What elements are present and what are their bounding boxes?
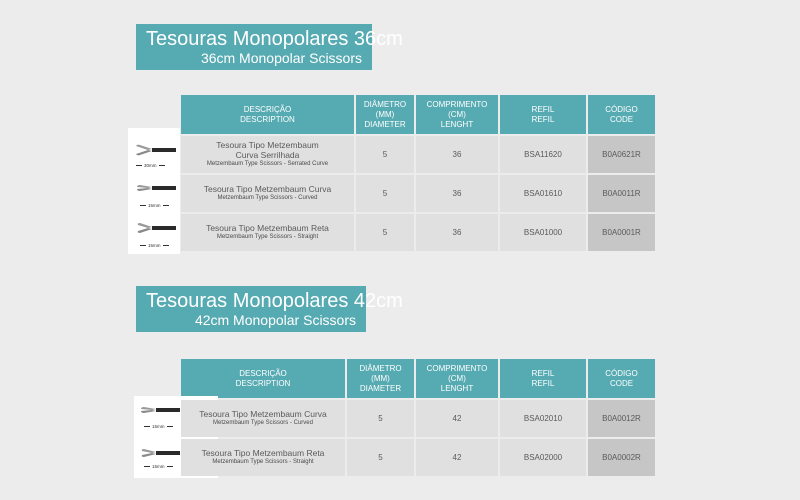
- s2-row1-code: B0A0012R: [588, 400, 655, 437]
- s2-row2-diameter: 5: [347, 439, 414, 476]
- scissors-straight-image: [136, 221, 176, 235]
- s1-row2-description: Tesoura Tipo Metzembaum Curva Metzembaum Type Scissors - Curved: [181, 175, 354, 212]
- s1-row1-scale: 30mm: [136, 163, 165, 168]
- s1-row3-refil: BSA01000: [500, 214, 586, 251]
- s1-row2-refil: BSA01610: [500, 175, 586, 212]
- s1-row3-diameter: 5: [356, 214, 414, 251]
- s1-row3-code: B0A0001R: [588, 214, 655, 251]
- section-2-title-en: 42cm Monopolar Scissors: [194, 312, 356, 328]
- section-1-title-box: [136, 24, 403, 70]
- s2-header-description: DESCRIÇÃO DESCRIPTION: [181, 359, 345, 398]
- s2-row1-length: 42: [416, 400, 498, 437]
- s1-row2-code: B0A0011R: [588, 175, 655, 212]
- s2-row1-scale: 15mm: [144, 424, 173, 429]
- s2-row2-scale: 15mm: [144, 464, 173, 469]
- scissors-curved-42-image: [140, 404, 180, 416]
- s2-header-refil: REFIL REFIL: [500, 359, 586, 398]
- s1-row1-diameter: 5: [356, 136, 414, 173]
- s1-header-description: DESCRIÇÃO DESCRIPTION: [181, 95, 354, 134]
- s2-row2-description: Tesoura Tipo Metzembaum Reta Metzembaum Type Scissors - Straight: [181, 439, 345, 476]
- section-2-title-pt: Tesouras Monopolares 42cm: [146, 290, 403, 312]
- scissors-curved-image: [136, 182, 176, 194]
- s1-header-refil: REFIL REFIL: [500, 95, 586, 134]
- s1-row2-scale: 15mm: [140, 203, 169, 208]
- s2-row1-diameter: 5: [347, 400, 414, 437]
- s1-row3-description: Tesoura Tipo Metzembaum Reta Metzembaum Type Scissors - Straight: [181, 214, 354, 251]
- s1-row3-scale: 15mm: [140, 243, 169, 248]
- section-1-title-pt: Tesouras Monopolares 36cm: [146, 28, 403, 50]
- s2-row1-description: Tesoura Tipo Metzembaum Curva Metzembaum Type Scissors - Curved: [181, 400, 345, 437]
- s1-row1-description: Tesoura Tipo Metzembaum Curva Serrilhada Metzembaum Type Scissors - Serrated Curve: [181, 136, 354, 173]
- scissors-straight-42-image: [140, 447, 180, 459]
- scissors-serrated-curve-image: [134, 143, 176, 157]
- s2-header-length: COMPRIMENTO (CM) LENGHT: [416, 359, 498, 398]
- s1-row1-length: 36: [416, 136, 498, 173]
- s2-row1-refil: BSA02010: [500, 400, 586, 437]
- s2-row2-length: 42: [416, 439, 498, 476]
- s1-header-diameter: DIÂMETRO (MM) DIAMETER: [356, 95, 414, 134]
- s1-row1-refil: BSA11620: [500, 136, 586, 173]
- s2-row2-code: B0A0002R: [588, 439, 655, 476]
- section-2-title-box: [136, 286, 403, 332]
- s1-row3-length: 36: [416, 214, 498, 251]
- s1-header-code: CÓDIGO CODE: [588, 95, 655, 134]
- s2-header-diameter: DIÂMETRO (MM) DIAMETER: [347, 359, 414, 398]
- s1-row2-length: 36: [416, 175, 498, 212]
- s2-row2-refil: BSA02000: [500, 439, 586, 476]
- s1-row1-code: B0A0621R: [588, 136, 655, 173]
- section-1-title-en: 36cm Monopolar Scissors: [200, 50, 362, 66]
- s2-header-code: CÓDIGO CODE: [588, 359, 655, 398]
- s1-header-length: COMPRIMENTO (CM) LENGHT: [416, 95, 498, 134]
- s1-row2-diameter: 5: [356, 175, 414, 212]
